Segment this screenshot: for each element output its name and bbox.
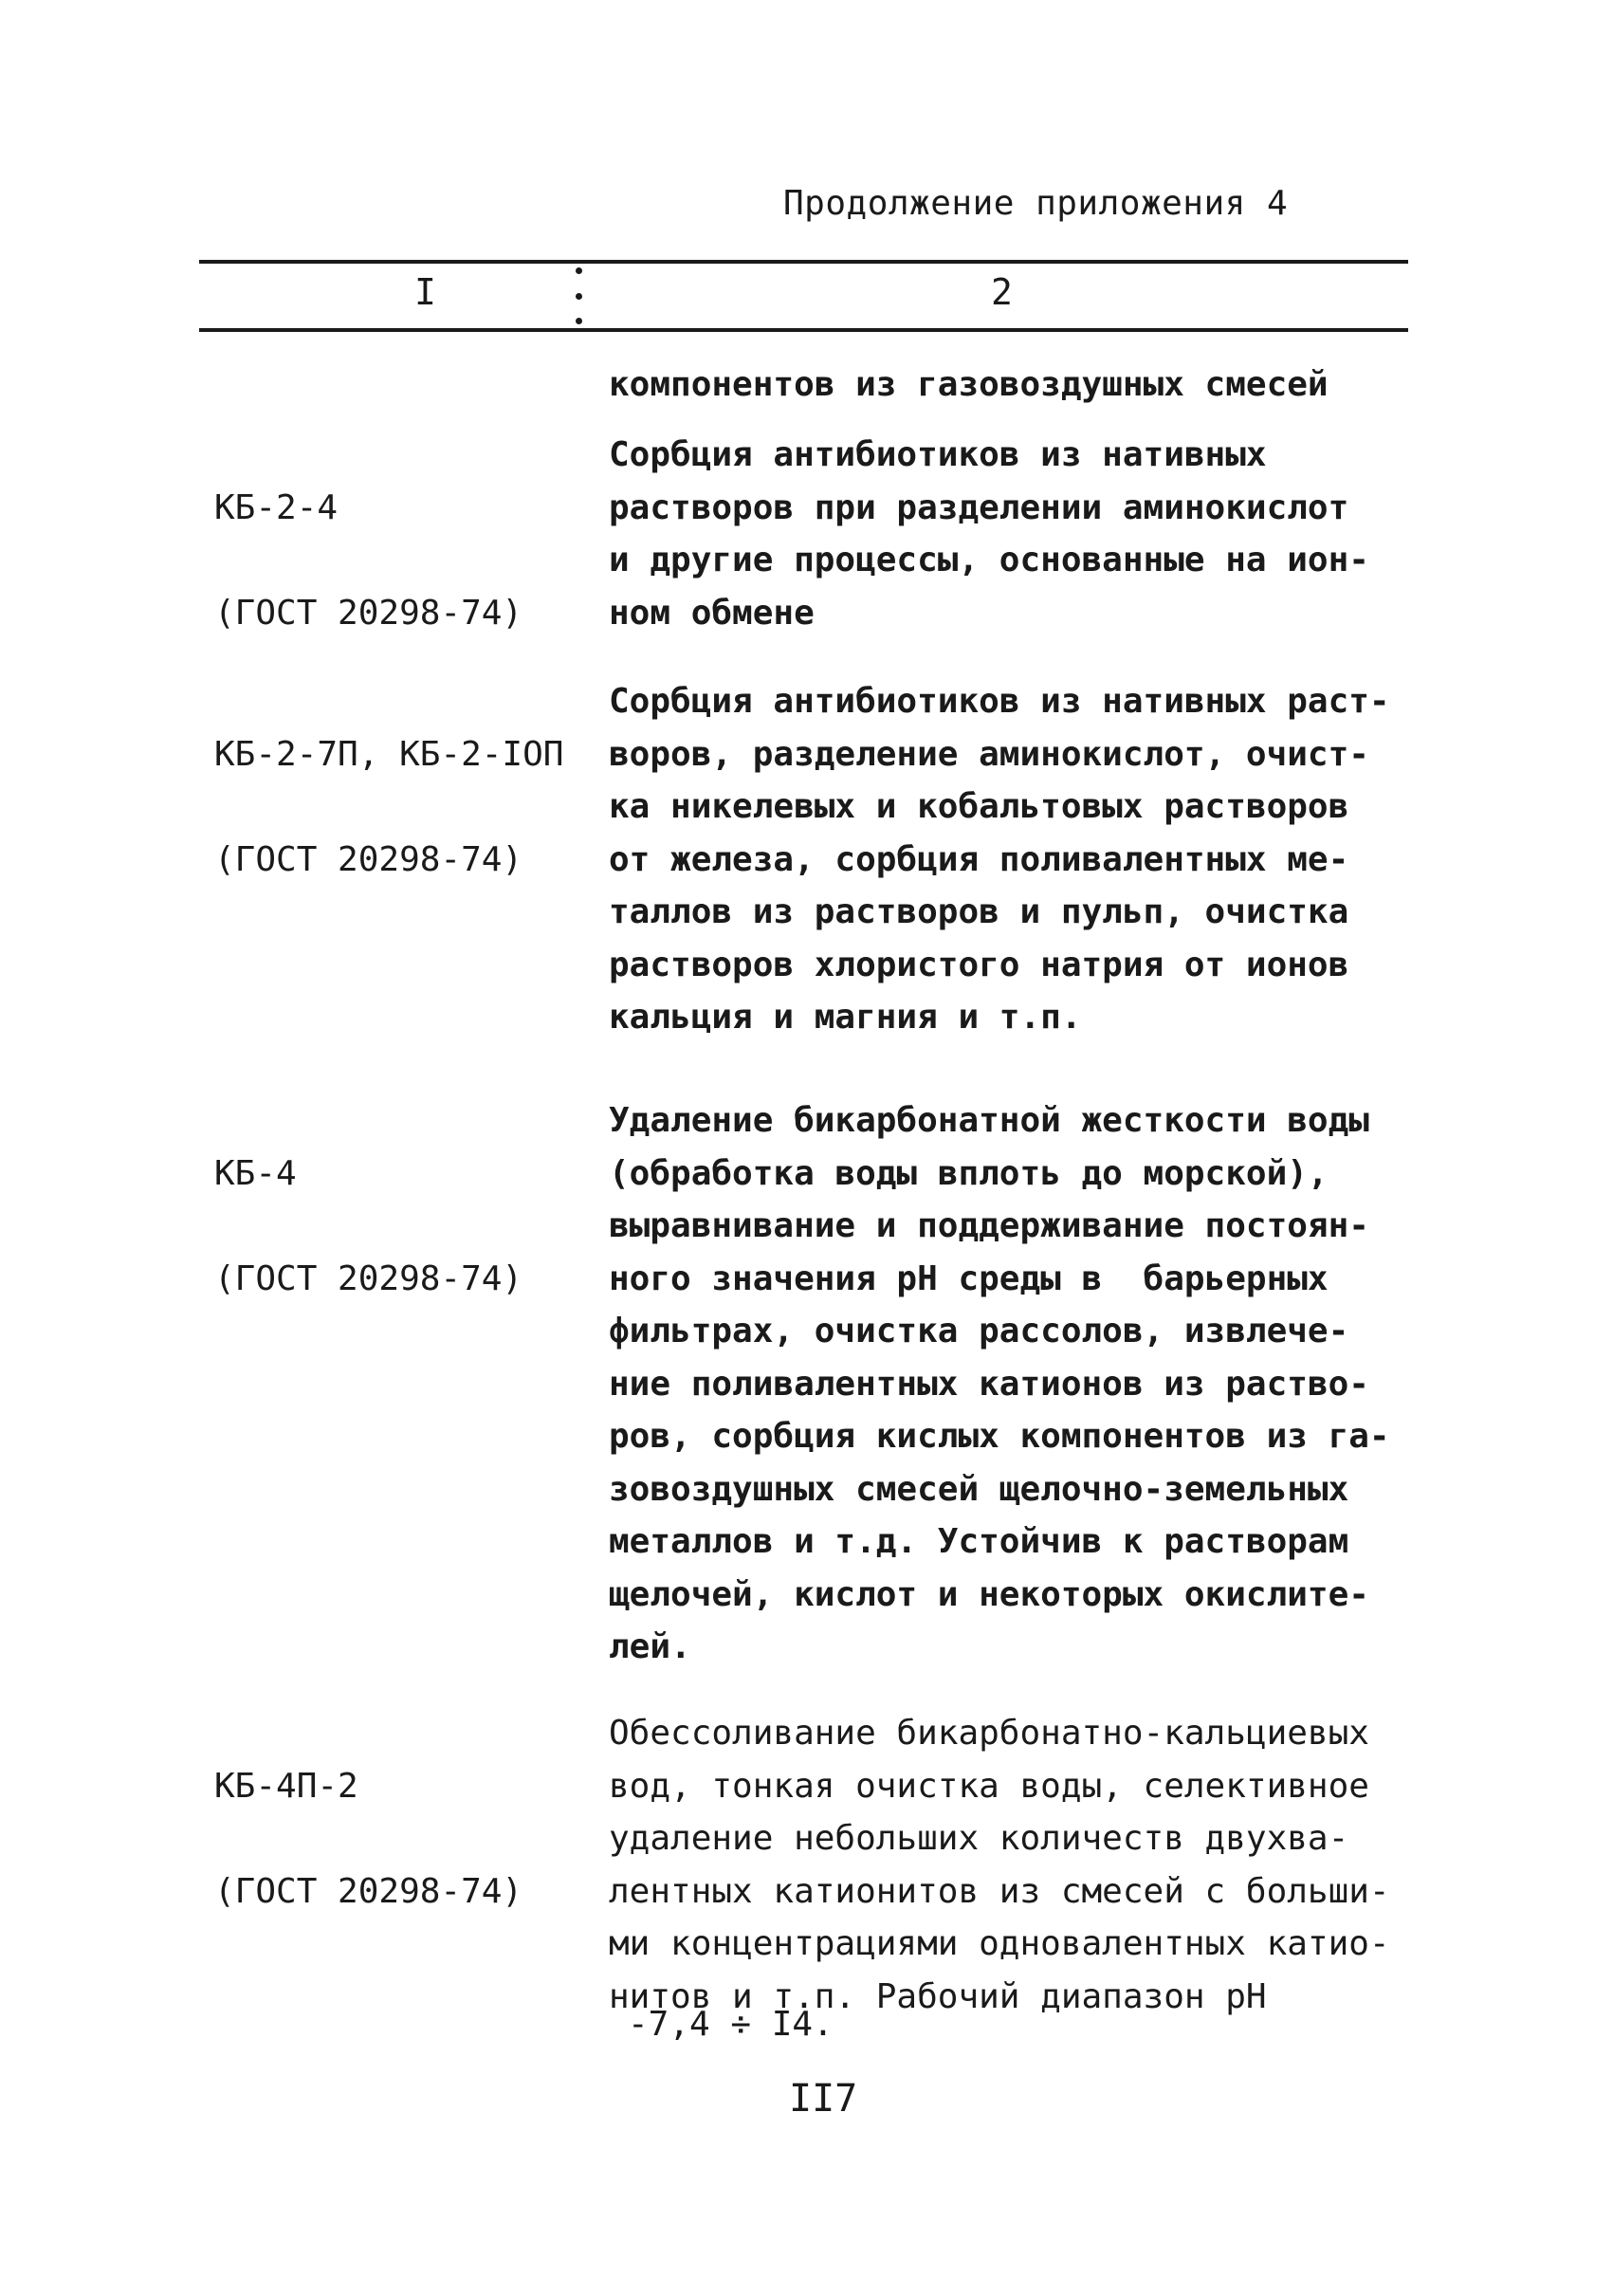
description-line: таллов из растворов и пульп, очистка [609,892,1349,931]
description-line: ров, сорбция кислых компонентов из га- [609,1417,1390,1456]
description-cell [609,1707,1443,2023]
description-line: ние поливалентных катионов из раство- [609,1364,1369,1404]
description-line: ка никелевых и кобальтовых растворов [609,787,1349,826]
continuation-heading: Продолжение приложения 4 [783,184,1289,223]
description-line: лентных катионитов из смесей с больши- [609,1871,1390,1911]
description-line: фильтрах, очистка рассолов, извлече- [609,1312,1349,1350]
grade-name: КБ-4 [214,1153,297,1193]
ph-range: -7,4 ÷ I4. [628,2005,834,2044]
description-line: (обработка воды вплоть до морской), [609,1153,1329,1193]
description-line: нитов и т.п. Рабочий диапазон рН [609,1976,1267,2016]
column-separator [575,267,582,324]
description-line: кальция и магния и т.п. [609,998,1082,1037]
grade-standard: (ГОСТ 20298-74) [214,593,523,633]
description-line: Обессоливание бикарбонатно-кальциевых [609,1714,1369,1753]
grade-name: КБ-2-4 [214,487,339,527]
description-line: зовоздушных смесей щелочно-земельных [609,1469,1349,1509]
description-line: лей. [609,1627,691,1666]
description-line: растворов хлористого натрия от ионов [609,945,1349,984]
grade-cell [214,1707,594,1971]
grade-standard: (ГОСТ 20298-74) [214,1871,523,1911]
grade-name: КБ-4П-2 [214,1766,358,1806]
description-line: от железа, сорбция поливалентных ме- [609,839,1349,879]
description-line: ного значения рН среды в барьерных [609,1258,1329,1298]
description-line: Удаление бикарбонатной жесткости воды [609,1101,1369,1140]
grade-name: КБ-2-7П, КБ-2-IОП [214,734,564,774]
table-header-rule [199,328,1408,332]
description-line: щелочей, кислот и некоторых окислите- [609,1574,1369,1614]
grade-standard: (ГОСТ 20298-74) [214,839,523,879]
grade-standard: (ГОСТ 20298-74) [214,1258,523,1298]
description-line: компонентов из газовоздушных смесей [609,365,1329,404]
table-top-rule [199,260,1408,264]
description-cell [609,675,1443,1044]
description-line: ми концентрациями одновалентных катио- [609,1924,1390,1963]
description-line: воров, разделение аминокислот, очист- [609,734,1369,774]
description-line: выравнивание и поддерживание постоян- [609,1206,1369,1245]
description-cell [609,429,1443,639]
description-line: вод, тонкая очистка воды, селективное [609,1766,1369,1806]
grade-cell [214,1094,594,1358]
description-line: удаление небольших количеств двухва- [609,1819,1349,1858]
description-line: Сорбция антибиотиков из нативных [609,435,1267,474]
page-number: II7 [789,2077,858,2121]
column-1-header: I [414,271,436,313]
description-continued [609,358,1443,412]
description-line: и другие процессы, основанные на ион- [609,541,1369,579]
description-line: ном обмене [609,593,815,633]
description-line: металлов и т.д. Устойчив к растворам [609,1522,1349,1561]
description-cell [609,1094,1443,1674]
grade-cell [214,429,594,692]
description-line: растворов при разделении аминокислот [609,487,1349,527]
description-line: Сорбция антибиотиков из нативных раст- [609,682,1390,721]
column-2-header: 2 [991,271,1013,313]
grade-cell [214,675,594,939]
